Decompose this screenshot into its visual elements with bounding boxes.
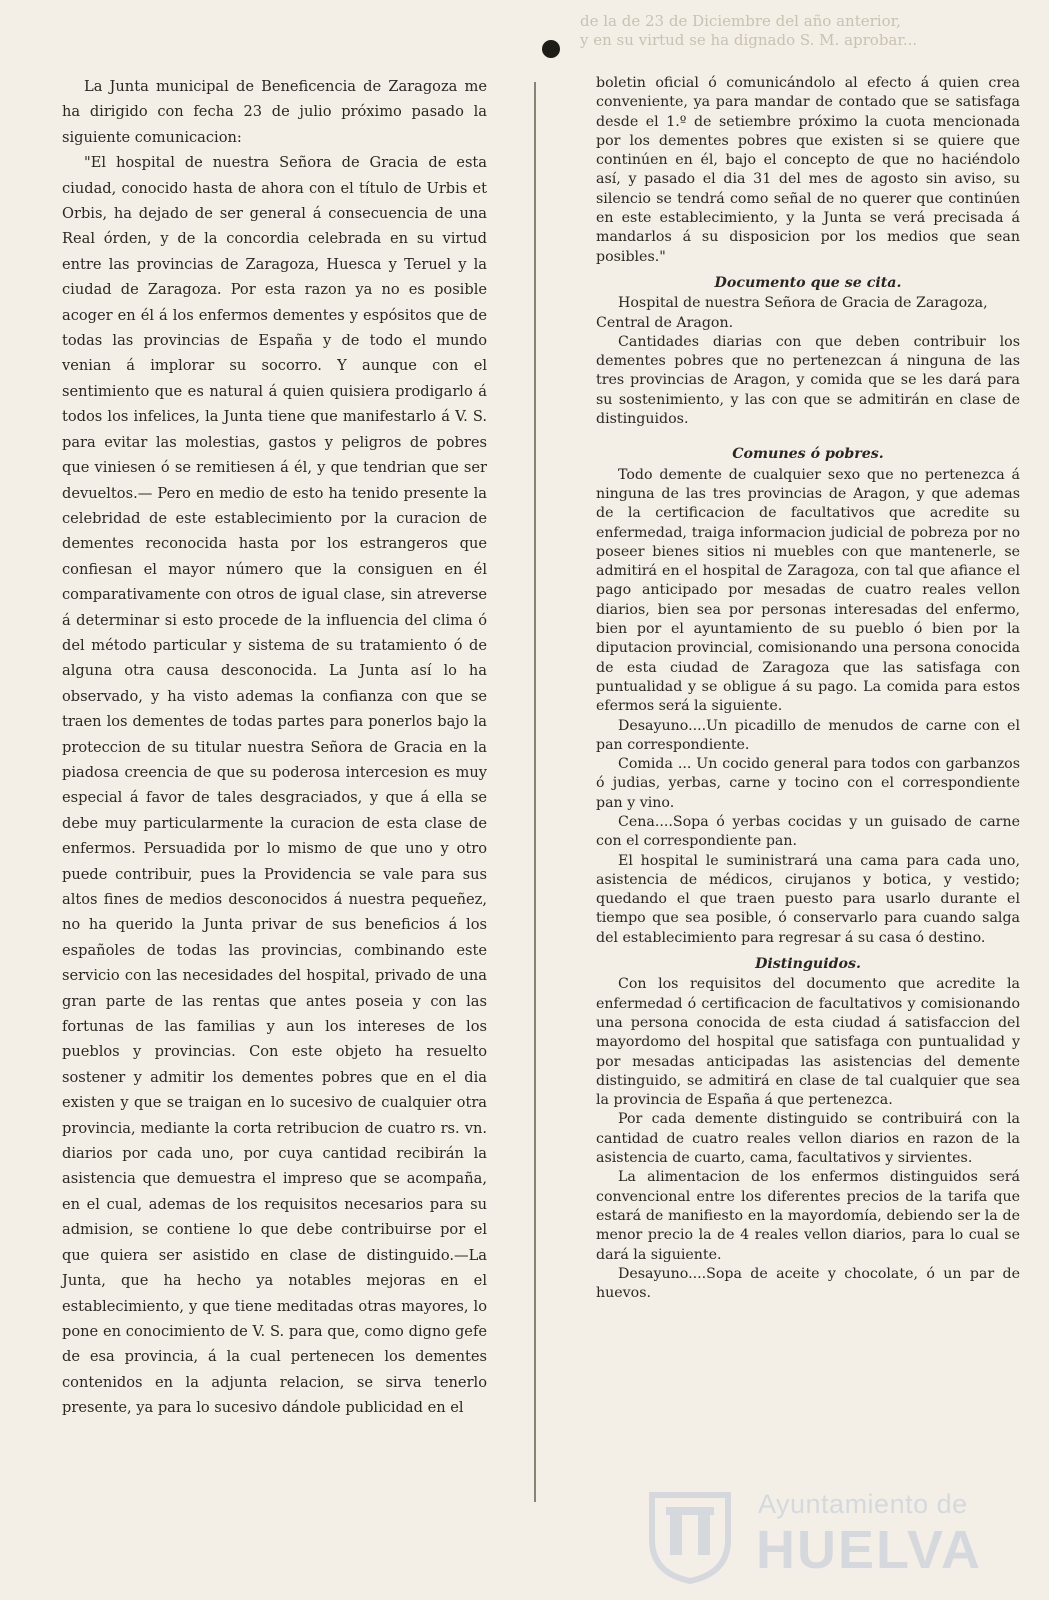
hospital-line: Hospital de nuestra Señora de Gracia de Zaragoza, [618, 295, 988, 312]
comunes-heading: Comunes ó pobres. [732, 446, 884, 463]
bleed-line: y en su virtud se ha dignado S. M. aprobar... [580, 31, 918, 49]
breakfast-line: Desayuno....Un picadillo de menudos de carne con el pan correspondiente. [596, 717, 1020, 753]
left-column [62, 74, 487, 1421]
ink-blot [542, 40, 560, 58]
distinguidos-paragraph: Con los requisitos del documento que acredite la enfermedad ó certificacion de facultativos y comisionando una persona conocida de esta ciudad á satisfaccion del mayordomo del hospital que satisfaga con puntualidad y por mesadas anticipadas las asistencias del demente distinguido, se admitirá en clase de tal cualquier que sea la provincia de España á que pertenezca. [596, 976, 1020, 1109]
document-heading: Documento que se cita. [714, 274, 902, 291]
distinguished-breakfast-line: Desayuno....Sopa de aceite y chocolate, ó un par de huevos. [596, 1265, 1020, 1302]
distinguidos-heading: Distinguidos. [755, 956, 861, 973]
quantities-paragraph: Cantidades diarias con que deben contribuir los dementes pobres que no pertenezcan á ninguna de las tres provincias de Aragon, y comida que se les dará para su sostenimiento, y las con que se admitirán en clase de distinguidos. [596, 333, 1020, 428]
right-column [596, 74, 1020, 1303]
watermark-subtitle: Ayuntamiento de [758, 1489, 968, 1519]
comunes-paragraph: Todo demente de cualquier sexo que no pertenezca á ninguna de las tres provincias de Aragon, y que ademas de la certificacion de facultativos que acredite su enfermedad, traiga informacion judicial de pobreza por no poseer bienes sitios ni muebles con que mantenerle, se admitirá en el hospital de Zaragoza, con tal que afiance el pago anticipado por mesadas de cuatro reales vellon diarios, bien sea por personas interesadas del enfermo, bien por el ayuntamiento de su pueblo ó bien por la diputacion provincial, comisionando una persona conocida de esta ciudad de Zaragoza que las satisfaga con puntualidad y se obligue á su pago. La comida para estos efermos será la siguiente. [596, 466, 1020, 715]
intro-paragraph: La Junta municipal de Beneficencia de Zaragoza me ha dirigido con fecha 23 de julio próximo pasado la siguiente comunicacion: [62, 78, 487, 146]
bleed-line: de la de 23 de Diciembre del año anterior, [580, 12, 901, 30]
city-shield-icon [640, 1485, 740, 1585]
lunch-line: Comida ... Un cocido general para todos con garbanzos ó judias, yerbas, carne y tocino con el correspondiente pan y vino. [596, 756, 1020, 811]
watermark-title: HUELVA [756, 1520, 982, 1580]
supplies-paragraph: El hospital le suministrará una cama para cada uno, asistencia de médicos, cirujanos y botica, y vestido; quedando el que traen puesto para usarlo durante el tiempo que sea posible, ó conservarlo para cuando salga del establecimiento para regresar á su casa ó destino. [596, 852, 1020, 946]
hospital-subline: Central de Aragon. [596, 314, 734, 331]
bleed-through-text [580, 12, 940, 50]
column-divider [534, 82, 536, 1502]
alimentation-paragraph: La alimentacion de los enfermos distinguidos será convencional entre los diferentes precios de la tarifa que estará de manifiesto en la mayordomía, debiendo ser la de menor precio la de 4 reales vellon diarios, para lo cual se dará la siguiente. [596, 1169, 1020, 1263]
contribution-paragraph: Por cada demente distinguido se contribuirá con la cantidad de cuatro reales vellon diarios en razon de la asistencia de cuarto, cama, facultativos y sirvientes. [596, 1111, 1020, 1167]
watermark [640, 1485, 982, 1585]
dinner-line: Cena....Sopa ó yerbas cocidas y un guisado de carne con el correspondiente pan. [596, 813, 1020, 850]
communication-text: "El hospital de nuestra Señora de Gracia de esta ciudad, conocido hasta de ahora con el título de Urbis et Orbis, ha dejado de ser general á consecuencia de una Real órden, y de la concordia celebrada en su virtud entre las provincias de Zaragoza, Huesca y Teruel y la ciudad de Zaragoza. Por esta razon ya no es posible acoger en él á los enfermos dementes y espósitos que de todas las provincias de España y de todo el mundo venian á implorar su socorro. Y aunque con el sentimiento que es natural á quien quisiera prodigarlo á todos los infelices, la Junta tiene que manifestarlo á V. S. para evitar las molestias, gastos y peligros de pobres que viniesen ó se remitiesen á él, y que tendrian que ser devueltos.— Pero en medio de esto ha tenido presente la celebridad de este establecimiento por la curacion de dementes reconocida hasta por los estrangeros que confiesan el mayor número que la consiguen en él comparativamente con otros de igual clase, sin atreverse á determinar si esto procede de la influencia del clima ó del método particular y sistema de su tratamiento ó de alguna otra causa desconocida. La Junta así lo ha observado, y ha visto ademas la confianza con que se traen los dementes de todas partes para ponerlos bajo la proteccion de su titular nuestra Señora de Gracia en la piadosa creencia de que su poderosa intercesion es muy especial á favor de tales desgraciados, y que á ella se debe muy particularmente la curacion de esta clase de enfermos. Persuadida por lo mismo de que uno y otro puede contribuir, pues la Providencia se vale para sus altos fines de medios desconocidos á nuestra pequeñez, no ha querido la Junta privar de sus beneficios á los españoles de todas las provincias, combinando este servicio con las necesidades del hospital, privado de una gran parte de las rentas que antes poseia y con las fortunas de las familias y aun los intereses de los pueblos y provincias. Con este objeto ha resuelto sostener y admitir los dementes pobres que en el dia existen y que se traigan en lo sucesivo de cualquier otra provincia, mediante la corta retribucion de cuatro rs. vn. diarios por cada uno, por cuya cantidad recibirán la asistencia que demuestra el impreso que se acompaña, en el cual, ademas de los requisitos necesarios para su admision, se contiene lo que debe contribuirse por el que quiera ser asistido en clase de distinguido.—La Junta, que ha hecho ya notables mejoras en el establecimiento, y que tiene meditadas otras mayores, lo pone en conocimiento de V. S. para que, como digno gefe de esa provincia, á la cual pertenecen los dementes contenidos en la adjunta relacion, se sirva tenerlo presente, ya para lo sucesivo dándole publicidad en el [62, 154, 487, 1417]
continuation-paragraph: boletin oficial ó comunicándolo al efecto á quien crea conveniente, ya para mandar de contado que se satisfaga desde el 1.º de setiembre próximo la cuota mencionada por los dementes pobres que existen si se quiere que continúen en él, bajo el concepto de que no haciéndolo así, y pasado el dia 31 del mes de agosto sin aviso, su silencio se tendrá como señal de no querer que continúen en este establecimiento, y la Junta se verá precisada á mandarlos á su disposicion por los medios que sean posibles." [596, 75, 1020, 265]
